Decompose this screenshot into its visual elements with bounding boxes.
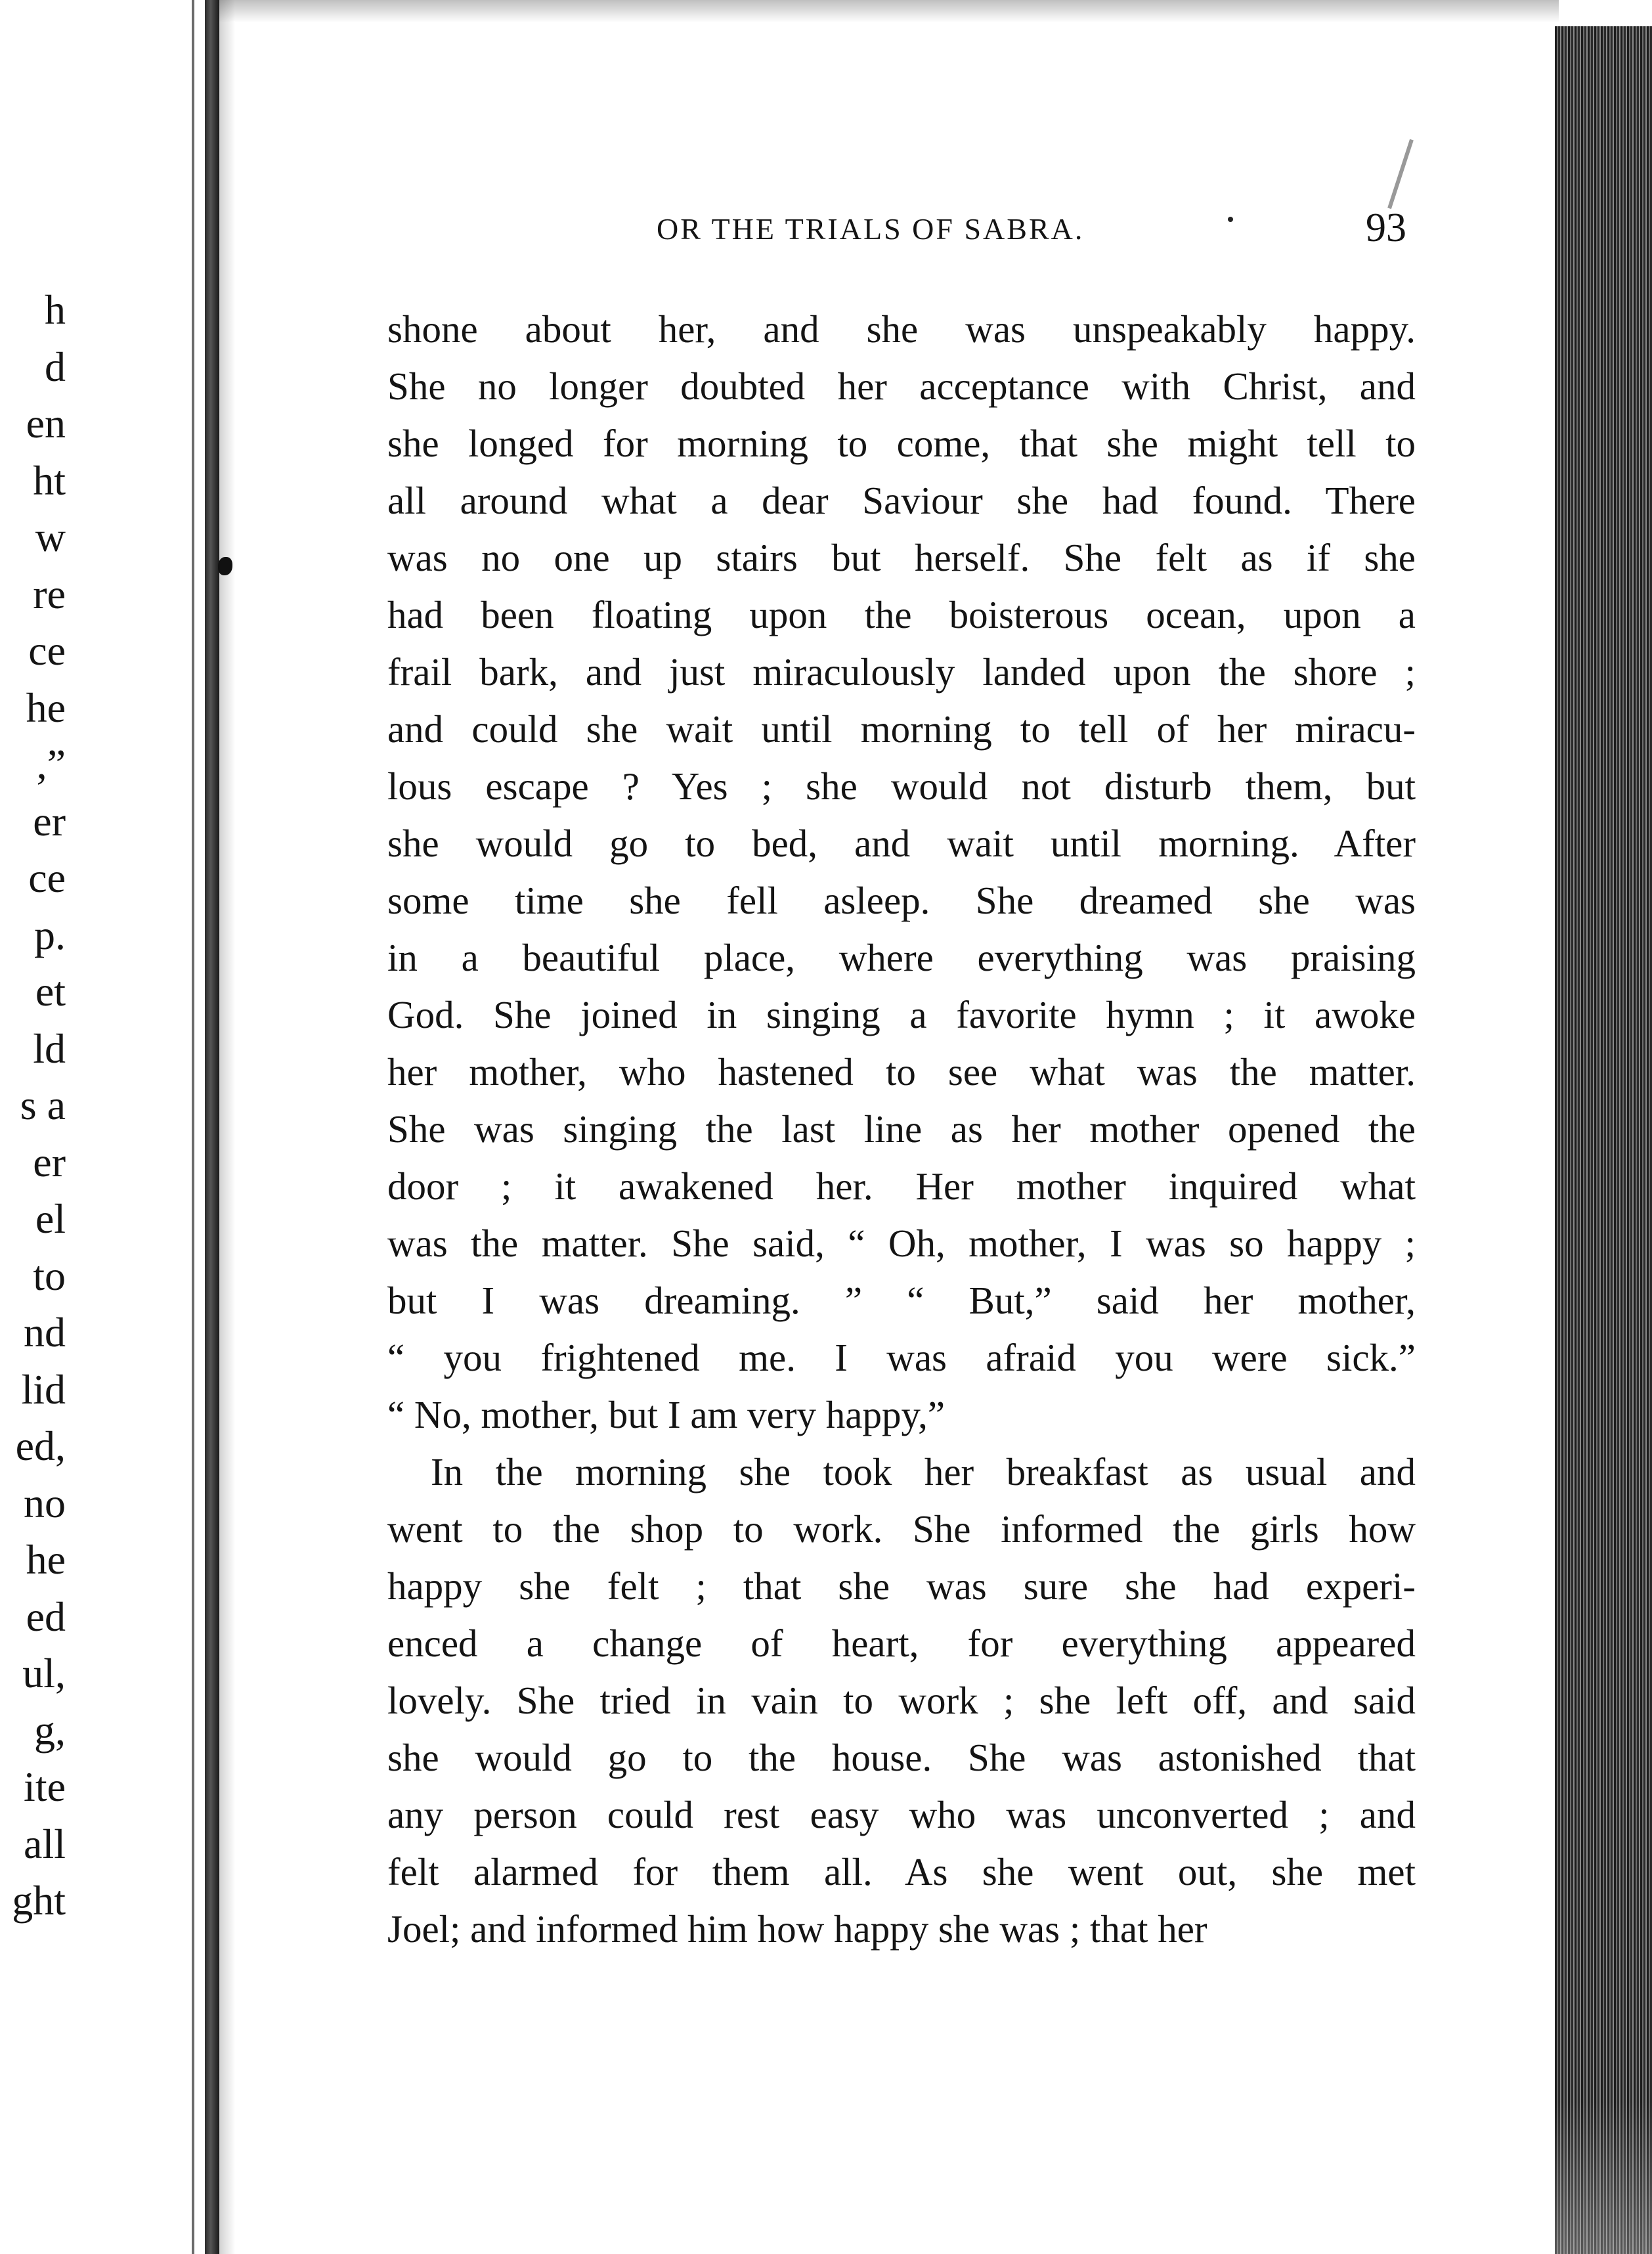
text-line: lovely. She tried in vain to work ; she left off, and said — [387, 1679, 1416, 1722]
left-page-fragment: he — [26, 684, 66, 731]
left-page-fragment: ld — [33, 1025, 66, 1072]
text-line: she would go to the house. She was astonished that — [387, 1736, 1416, 1779]
book-page-edges — [1555, 26, 1652, 2254]
text-line: enced a change of heart, for everything appeared — [387, 1622, 1416, 1665]
left-page-fragment: el — [35, 1195, 66, 1242]
gutter-shadow — [219, 0, 235, 2254]
book-gutter — [205, 0, 219, 2254]
text-line: Joel; and informed him how happy she was ; that her — [387, 1907, 1207, 1951]
text-line: her mother, who hastened to see what was the matter. — [387, 1050, 1416, 1094]
left-page-fragment: er — [33, 797, 66, 845]
text-line: felt alarmed for them all. As she went out, she met — [387, 1850, 1416, 1893]
text-line: “ you frightened me. I was afraid you were sick.” — [387, 1336, 1416, 1379]
left-page-fragment: ed — [26, 1593, 66, 1640]
text-line: God. She joined in singing a favorite hymn ; it awoke — [387, 993, 1416, 1036]
ink-mark — [218, 557, 232, 575]
left-page-fragment: he — [26, 1536, 66, 1583]
page-edges-fade — [1555, 2102, 1652, 2254]
left-page-fragment: ite — [24, 1763, 66, 1810]
page-number: 93 — [1366, 206, 1406, 250]
text-line: In the morning she took her breakfast as usual and — [431, 1450, 1416, 1493]
left-page-fragment: nd — [24, 1309, 66, 1356]
left-page-fragment: to — [33, 1252, 66, 1299]
text-line: happy she felt ; that she was sure she had experi- — [387, 1564, 1416, 1608]
left-page-fragment: g, — [34, 1706, 66, 1754]
text-line: and could she wait until morning to tell of her miracu- — [387, 707, 1416, 751]
left-page-fragment: et — [35, 968, 66, 1015]
left-page-fragment: ed, — [15, 1423, 66, 1469]
left-page-fragment: en — [26, 400, 66, 447]
left-page-fragment: no — [24, 1479, 66, 1526]
text-line: she longed for morning to come, that she might tell to — [387, 422, 1416, 465]
text-line: lous escape ? Yes ; she would not disturb them, but — [387, 764, 1416, 808]
text-line: she would go to bed, and wait until morning. After — [387, 822, 1416, 865]
left-page-fragment: all — [24, 1820, 66, 1867]
text-line: She was singing the last line as her mother opened the — [387, 1107, 1416, 1151]
text-line: went to the shop to work. She informed the girls how — [387, 1507, 1416, 1551]
text-line: She no longer doubted her acceptance with Christ, and — [387, 365, 1416, 408]
left-page-fragment: w — [35, 514, 66, 560]
header-dot — [1228, 217, 1233, 222]
left-page-fragment: ul, — [22, 1650, 66, 1696]
left-page-fragment: s a — [20, 1082, 66, 1128]
running-head: OR THE TRIALS OF SABRA. — [657, 212, 1085, 246]
text-line: was no one up stairs but herself. She felt as if she — [387, 536, 1416, 579]
left-page-fragment: lid — [21, 1365, 66, 1413]
left-page-edge — [192, 0, 194, 2254]
left-page-fragment: h — [45, 286, 66, 333]
left-page-fragment: ght — [12, 1877, 66, 1924]
left-page-fragment: ht — [33, 456, 66, 504]
left-page — [0, 0, 205, 2254]
text-line: but I was dreaming. ” “ But,” said her mother, — [387, 1279, 1416, 1322]
body-text — [387, 301, 1416, 1958]
left-page-fragment: ce — [28, 854, 66, 901]
text-line: frail bark, and just miraculously landed upon the shore ; — [387, 650, 1416, 694]
text-line: all around what a dear Saviour she had found. There — [387, 479, 1416, 522]
text-line: was the matter. She said, “ Oh, mother, I was so happy ; — [387, 1222, 1416, 1265]
top-edge-shadow — [219, 0, 1559, 22]
text-line: “ No, mother, but I am very happy,” — [387, 1393, 946, 1436]
left-page-fragment: ,” — [36, 741, 66, 787]
left-page-fragment: re — [33, 570, 66, 617]
text-line: any person could rest easy who was unconverted ; and — [387, 1793, 1416, 1836]
left-page-fragment: d — [45, 343, 66, 390]
left-page-fragment: p. — [34, 911, 66, 958]
text-line: door ; it awakened her. Her mother inquired what — [387, 1164, 1416, 1208]
text-line: shone about her, and she was unspeakably happy. — [387, 307, 1416, 351]
left-page-fragment: er — [33, 1138, 66, 1185]
left-page-fragment: ce — [28, 627, 66, 674]
text-line: some time she fell asleep. She dreamed she was — [387, 879, 1416, 922]
text-line: had been floating upon the boisterous ocean, upon a — [387, 593, 1416, 636]
text-line: in a beautiful place, where everything was praising — [387, 936, 1416, 979]
